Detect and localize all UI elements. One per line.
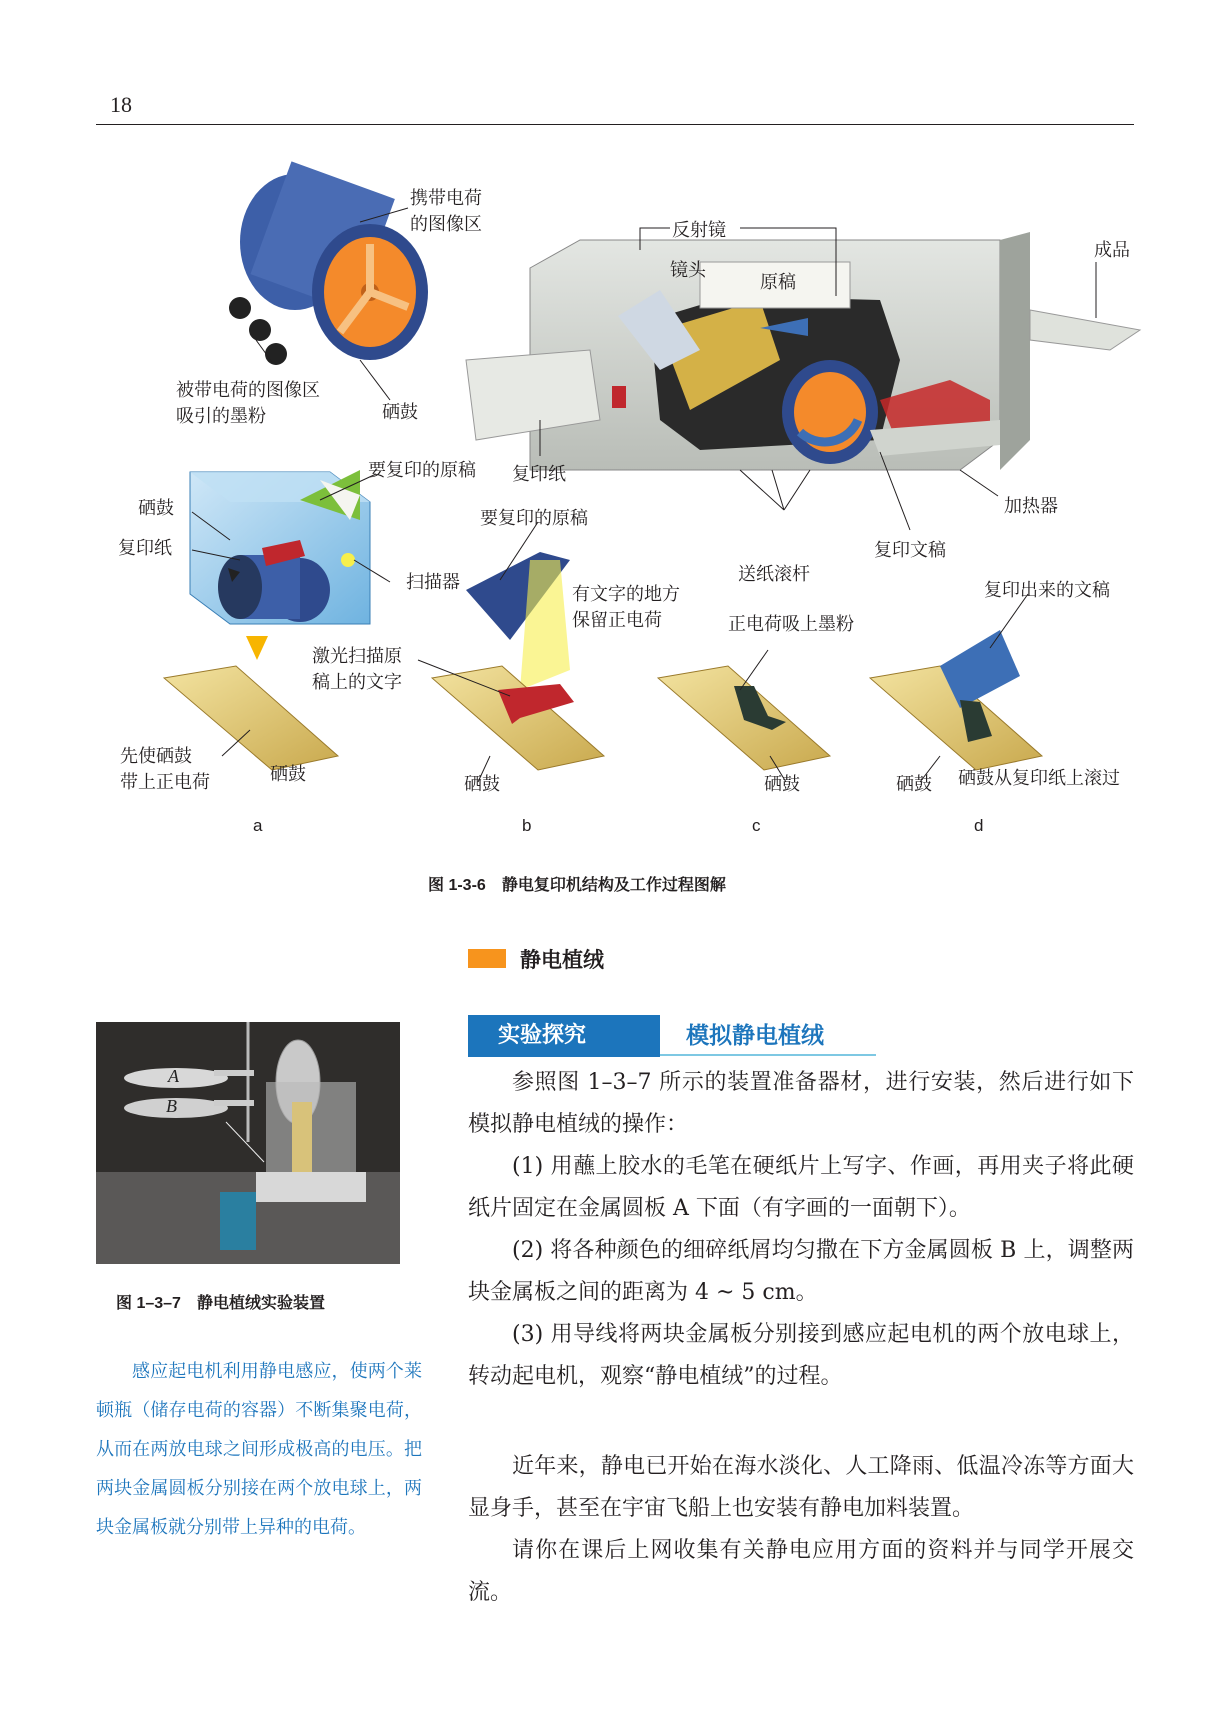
label-b-original: 要复印的原稿 (480, 508, 588, 529)
label-copied-doc: 复印文稿 (874, 540, 946, 561)
label-original: 原稿 (760, 272, 796, 293)
section-title: 静电植绒 (520, 948, 604, 972)
experiment-underline (660, 1054, 876, 1056)
label-c-toner: 正电荷吸上墨粉 (728, 614, 854, 635)
page-number: 18 (110, 92, 132, 117)
label-heater: 加热器 (1004, 496, 1058, 517)
figure-136-number: 图 1-3-6 (428, 877, 486, 894)
section-marker (468, 949, 506, 968)
experiment-step: (1) 用蘸上胶水的毛笔在硬纸片上写字、作画，再用夹子将此硬纸片固定在金属圆板 A 下面（有字画的一面朝下）。 (468, 1154, 1134, 1221)
experiment-title: 模拟静电植绒 (686, 1023, 824, 1049)
subfigure-c: c (752, 816, 761, 835)
label-d-roll: 硒鼓从复印纸上滚过 (958, 768, 1120, 789)
label-b-drum: 硒鼓 (464, 774, 500, 795)
plate-b-label: B (166, 1096, 177, 1116)
label-a-charge: 先使硒鼓 带上正电荷 (120, 746, 210, 793)
subfigure-b: b (522, 816, 532, 835)
label-drum-top: 硒鼓 (382, 402, 418, 423)
plate-a-label: A (168, 1066, 179, 1086)
experiment-paragraph: 参照图 1–3–7 所示的装置准备器材，进行安装，然后进行如下模拟静电植绒的操作： (468, 1070, 1134, 1137)
label-b-laser: 激光扫描原 稿上的文字 (312, 646, 402, 693)
experiment-step: (3) 用导线将两块金属板分别接到感应起电机的两个放电球上，转动起电机，观察“静电植绒”的过程。 (468, 1322, 1134, 1389)
figure-136-caption (428, 872, 726, 895)
label-a-original: 要复印的原稿 (368, 460, 476, 481)
figure-137-text: 静电植绒实验装置 (196, 1295, 325, 1312)
subfigure-d: d (974, 816, 984, 835)
label-c-drum: 硒鼓 (764, 774, 800, 795)
label-lens: 镜头 (670, 260, 706, 281)
label-a-scanner: 扫描器 (406, 572, 460, 593)
figure-137-number: 图 1–3–7 (116, 1295, 181, 1312)
label-a-drum2: 硒鼓 (270, 764, 306, 785)
label-copy-paper-main: 复印纸 (512, 464, 566, 485)
label-b-text-area: 有文字的地方 保留正电荷 (572, 584, 680, 631)
label-feed-rollers: 送纸滚杆 (738, 564, 810, 585)
label-a-paper: 复印纸 (118, 538, 172, 559)
experiment-step: (2) 将各种颜色的细碎纸屑均匀撒在下方金属圆板 B 上，调整两块金属板之间的距离为 4 ~ 5 cm。 (468, 1238, 1134, 1305)
side-note: 感应起电机利用静电感应，使两个莱顿瓶（储存电荷的容器）不断集聚电荷，从而在两放电球之间形成极高的电压。把两块金属圆板分别接在两个放电球上，两块金属板就分别带上异种的电荷。 (96, 1361, 422, 1538)
closing-paragraph: 近年来，静电已开始在海水淡化、人工降雨、低温冷冻等方面大显身手，甚至在宇宙飞船上也安装有静电加料装置。 (468, 1454, 1134, 1521)
scanner-cube (190, 470, 370, 624)
figure-137-caption (116, 1290, 325, 1313)
label-d-drum: 硒鼓 (896, 774, 932, 795)
label-mirror: 反射镜 (672, 220, 726, 241)
closing-body (468, 1446, 1134, 1614)
experiment-body (468, 1062, 1134, 1398)
subfigure-a: a (253, 816, 263, 835)
arrow-down (246, 636, 268, 660)
label-a-drum: 硒鼓 (138, 498, 174, 519)
copier-machine (466, 232, 1140, 470)
label-product: 成品 (1094, 240, 1130, 261)
closing-paragraph: 请你在课后上网收集有关静电应用方面的资料并与同学开展交流。 (468, 1538, 1134, 1605)
experiment-tag: 实验探究 (468, 1015, 660, 1057)
figure-136-text: 静电复印机结构及工作过程图解 (501, 877, 726, 894)
label-image-area: 携带电荷 的图像区 (410, 188, 482, 235)
experiment-photo (96, 1022, 400, 1264)
label-d-output: 复印出来的文稿 (984, 580, 1110, 601)
label-toner-attracted: 被带电荷的图像区 吸引的墨粉 (176, 380, 320, 427)
